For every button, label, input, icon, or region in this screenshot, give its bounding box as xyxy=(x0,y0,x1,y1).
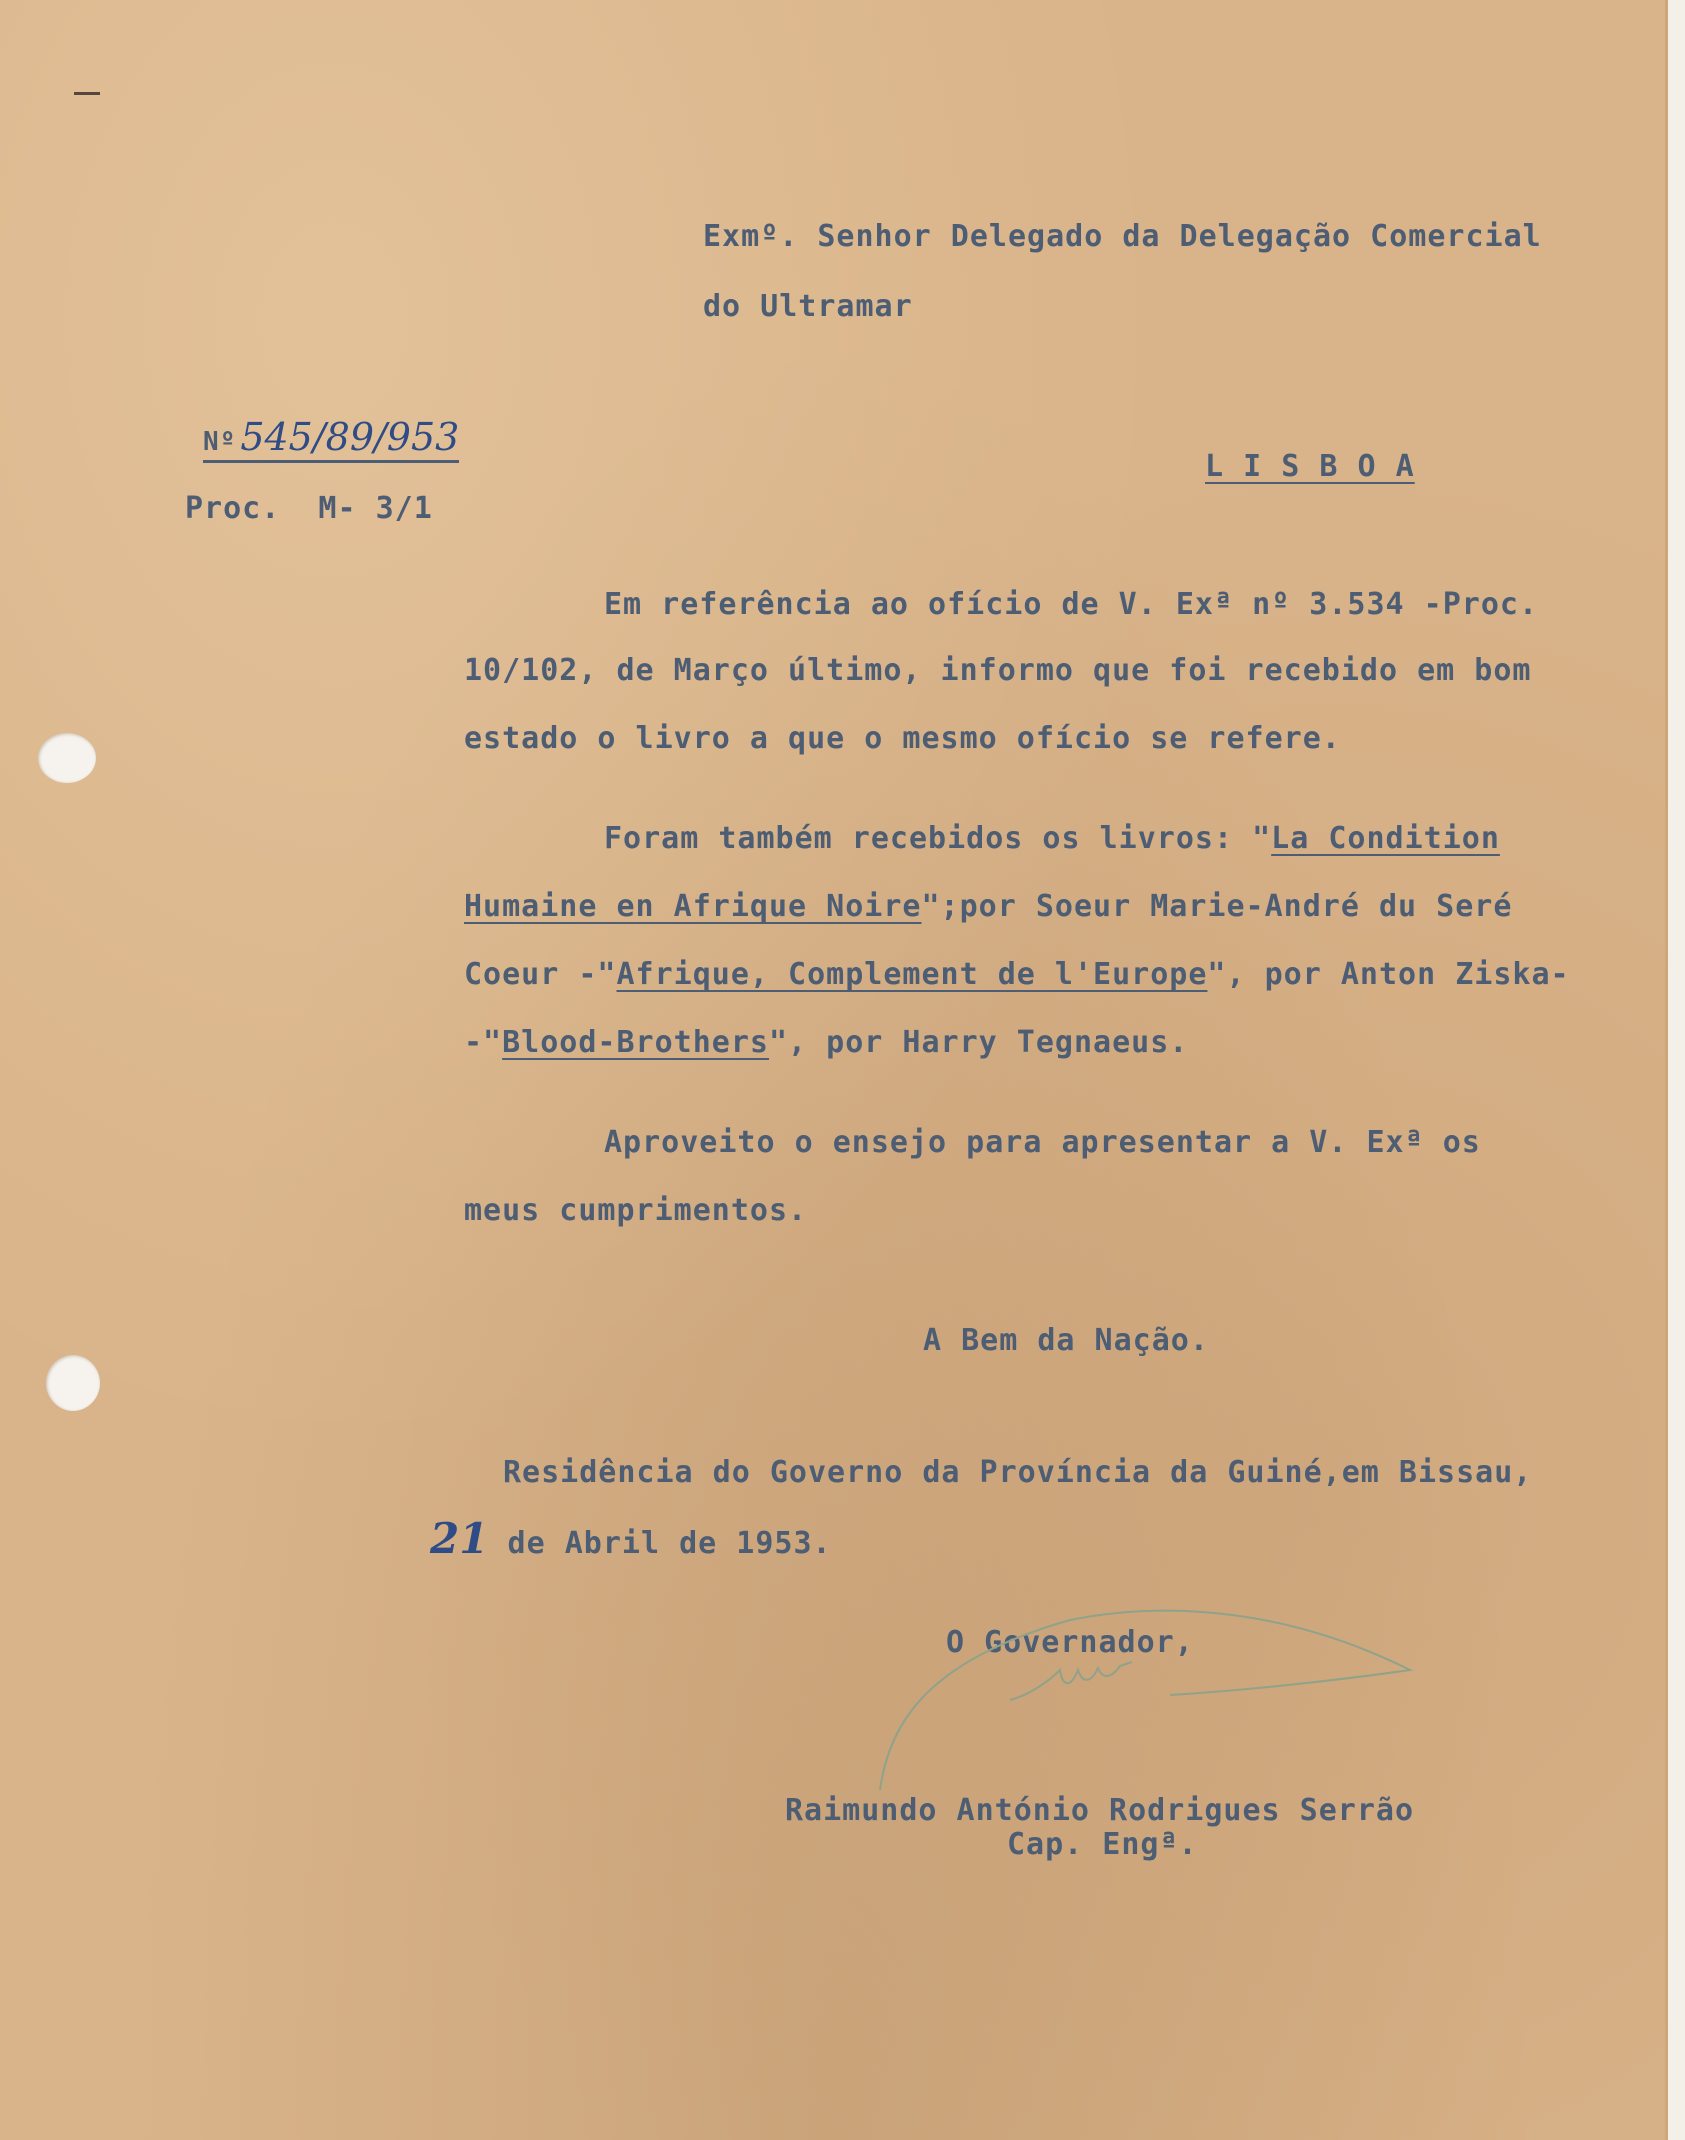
process-reference: Proc. M- 3/1 xyxy=(185,491,433,526)
date-month-year: de Abril de 1953. xyxy=(488,1526,832,1561)
body-paragraph-2-line-3 xyxy=(464,957,1570,992)
body-paragraph-2-line-4 xyxy=(464,1025,1189,1060)
body-paragraph-3-line-1: Aproveito o ensejo para apresentar a V. Exª os xyxy=(604,1125,1481,1160)
book-list-dash: -" xyxy=(464,1025,503,1060)
reference-number-handwritten: 545/89/953 xyxy=(240,415,460,459)
body-paragraph-1-line-3: estado o livro a que o mesmo ofício se refere. xyxy=(464,721,1341,756)
book-title-condition-humaine: La Condition xyxy=(1271,821,1500,856)
signatory-title: O Governador, xyxy=(946,1625,1194,1660)
book-author-tegnaeus: ", por Harry Tegnaeus. xyxy=(769,1025,1189,1060)
body-paragraph-1-line-1: Em referência ao ofício de V. Exª nº 3.534 -Proc. xyxy=(604,587,1539,622)
handwritten-signature xyxy=(870,1600,1430,1800)
body-paragraph-2-line-2 xyxy=(464,889,1513,924)
salutation: A Bem da Nação. xyxy=(923,1323,1209,1358)
margin-mark xyxy=(74,92,100,95)
date-line xyxy=(430,1514,832,1563)
place-line: Residência do Governo da Província da Guiné,em Bissau, xyxy=(503,1455,1533,1490)
city-heading: L I S B O A xyxy=(1205,449,1415,484)
book-title-blood-brothers: Blood-Brothers xyxy=(502,1025,769,1060)
scan-edge xyxy=(1668,0,1685,2140)
book-author-soeur-cont: Coeur -" xyxy=(464,957,617,992)
addressee-line-1: Exmº. Senhor Delegado da Delegação Comercial xyxy=(703,219,1542,254)
reference-number-prefix: Nº xyxy=(203,427,237,457)
book-title-afrique: Afrique, Complement de l'Europe xyxy=(616,957,1208,992)
reference-number xyxy=(203,415,460,463)
book-author-soeur: ";por Soeur Marie-André du Seré xyxy=(921,889,1513,924)
book-title-condition-humaine-cont: Humaine en Afrique Noire xyxy=(464,889,922,924)
body-paragraph-2-line-1 xyxy=(604,821,1500,856)
signatory-name: Raimundo António Rodrigues Serrão xyxy=(785,1793,1415,1828)
punch-hole-top xyxy=(38,733,96,783)
book-author-ziska: ", por Anton Ziska- xyxy=(1207,957,1570,992)
book-list-intro: Foram também recebidos os livros: " xyxy=(604,821,1272,856)
punch-hole-bottom xyxy=(46,1355,100,1411)
body-paragraph-1-line-2: 10/102, de Março último, informo que foi recebido em bom xyxy=(464,653,1532,688)
signatory-rank: Cap. Engª. xyxy=(1007,1827,1198,1862)
addressee-line-2: do Ultramar xyxy=(703,289,913,324)
date-day-handwritten: 21 xyxy=(430,1514,489,1563)
body-paragraph-3-line-2: meus cumprimentos. xyxy=(464,1193,808,1228)
